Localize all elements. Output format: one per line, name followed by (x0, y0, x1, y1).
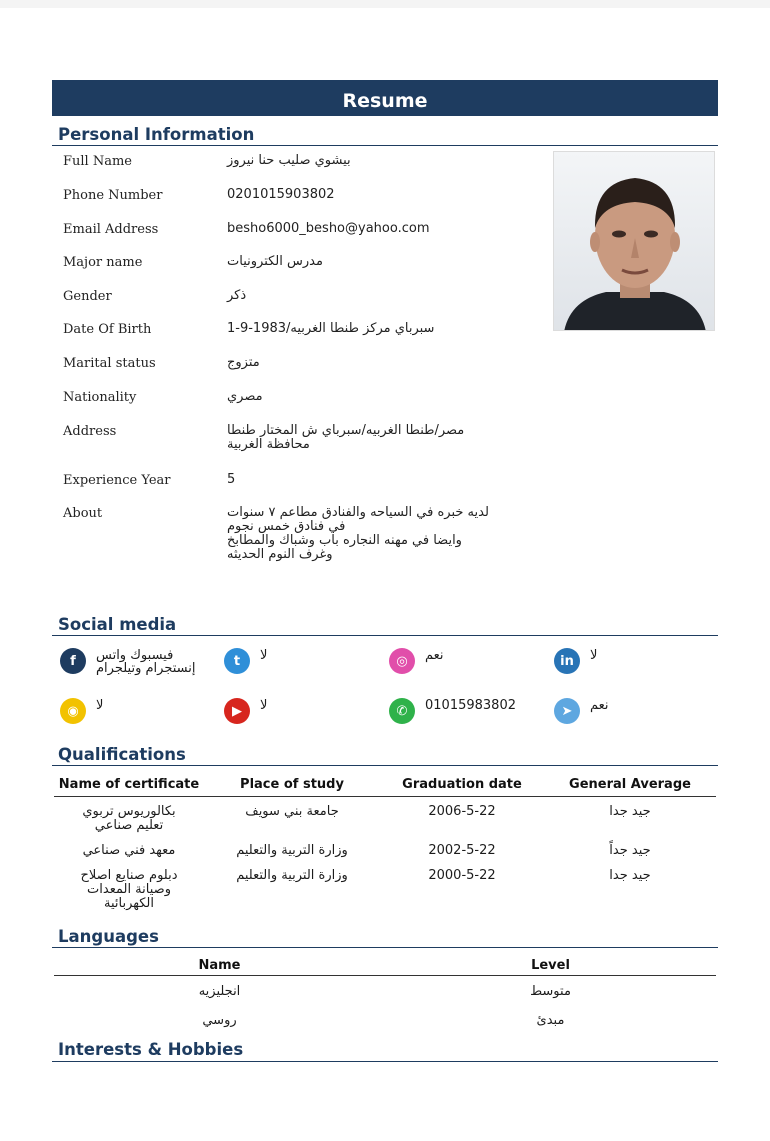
qual-certificate: دبلوم صنايع اصلاح وصيانة المعدات الكهربائية (80, 867, 178, 911)
resume-title: Resume (52, 80, 718, 116)
personal-value: besho6000_besho@yahoo.com (227, 221, 430, 236)
qual-certificate: معهد فني صناعي (82, 842, 176, 858)
personal-value: ذكر (227, 288, 247, 303)
personal-info-section (52, 146, 718, 606)
interests-heading: Interests & Hobbies (52, 1034, 718, 1062)
personal-label: Major name (63, 255, 143, 270)
qual-average: جيد جدا (609, 803, 651, 819)
personal-label: Gender (63, 289, 112, 304)
personal-value: بيشوي صليب حنا نيروز (227, 153, 351, 168)
qual-header-date: Graduation date (380, 766, 544, 796)
table-row (54, 796, 716, 836)
personal-label: Address (63, 424, 117, 439)
snapchat-icon[interactable]: ◉ (60, 698, 86, 724)
social-value: نعم (425, 648, 444, 663)
social-media-heading: Social media (52, 606, 718, 636)
qual-date: 2000-5-22 (428, 867, 496, 883)
personal-label: Date Of Birth (63, 322, 152, 337)
qual-average: جيد جداً (609, 842, 651, 858)
qual-date: 2002-5-22 (428, 842, 496, 858)
personal-label: Full Name (63, 154, 132, 169)
qual-header-average: General Average (544, 766, 716, 796)
profile-photo (553, 151, 715, 331)
whatsapp-icon[interactable]: ✆ (389, 698, 415, 724)
language-level: متوسط (530, 984, 571, 999)
qual-place: وزارة التربية والتعليم (236, 842, 348, 858)
qualifications-header-row (54, 766, 716, 796)
language-name: روسي (202, 1013, 237, 1028)
lang-header-level: Level (385, 948, 716, 976)
languages-heading: Languages (52, 918, 718, 948)
youtube-icon[interactable]: ▶ (224, 698, 250, 724)
personal-label: Nationality (63, 390, 137, 405)
resume-page (52, 80, 718, 1062)
personal-value: 5 (227, 472, 236, 487)
facebook-icon[interactable]: f (60, 648, 86, 674)
personal-label: About (63, 506, 103, 521)
personal-info-heading: Personal Information (52, 116, 718, 146)
personal-label: Email Address (63, 222, 159, 237)
personal-label: Marital status (63, 356, 156, 371)
personal-value: مصر/طنطا الغربيه/سبرباي ش المختار طنطا محافظة الغربية (227, 423, 465, 452)
personal-value: 1-9-1983/سبرباي مركز طنطا الغربيه (227, 321, 435, 336)
personal-value: مدرس الكترونيات (227, 254, 323, 269)
table-row (54, 976, 716, 1006)
lang-header-name: Name (54, 948, 385, 976)
languages-header-row (54, 948, 716, 976)
personal-label: Phone Number (63, 188, 163, 203)
social-value: لا (260, 648, 268, 663)
table-row (54, 1005, 716, 1034)
instagram-icon[interactable]: ◎ (389, 648, 415, 674)
social-value: لا (260, 698, 268, 713)
top-strip (0, 0, 770, 8)
table-row (54, 861, 716, 914)
social-value: 01015983802 (425, 698, 516, 713)
personal-value: مصري (227, 389, 263, 404)
telegram-icon[interactable]: ➤ (554, 698, 580, 724)
qual-place: جامعة بني سويف (245, 803, 339, 819)
twitter-icon[interactable]: t (224, 648, 250, 674)
linkedin-icon[interactable]: in (554, 648, 580, 674)
personal-value: لديه خبره في السياحه والفنادق مطاعم ٧ سنوات في فنادق خمس نجوم وايضا في مهنه النجاره باب وشباك والمطابخ وغرف النوم الحديثه (227, 505, 489, 562)
profile-photo-image (554, 152, 715, 331)
social-value: لا (590, 648, 598, 663)
personal-label: Experience Year (63, 473, 171, 488)
qualifications-heading: Qualifications (52, 736, 718, 766)
language-level: مبدئ (536, 1013, 565, 1028)
social-value: نعم (590, 698, 609, 713)
languages-table (54, 948, 716, 1035)
qual-header-certificate: Name of certificate (54, 766, 204, 796)
language-name: انجليزيه (198, 984, 241, 999)
qualifications-body (54, 796, 716, 914)
personal-value: 0201015903802 (227, 187, 335, 202)
social-value: فيسبوك واتس إنستجرام وتيلجرام (96, 648, 196, 676)
qual-certificate: بكالوريوس تربوي تعليم صناعي (82, 803, 176, 833)
social-media-section (52, 636, 718, 736)
languages-body (54, 976, 716, 1035)
qual-header-place: Place of study (204, 766, 380, 796)
qualifications-table (54, 766, 716, 914)
qual-date: 2006-5-22 (428, 803, 496, 819)
social-value: لا (96, 698, 104, 713)
qual-place: وزارة التربية والتعليم (236, 867, 348, 883)
personal-value: متزوج (227, 355, 260, 370)
qual-average: جيد جدا (609, 867, 651, 883)
table-row (54, 836, 716, 861)
